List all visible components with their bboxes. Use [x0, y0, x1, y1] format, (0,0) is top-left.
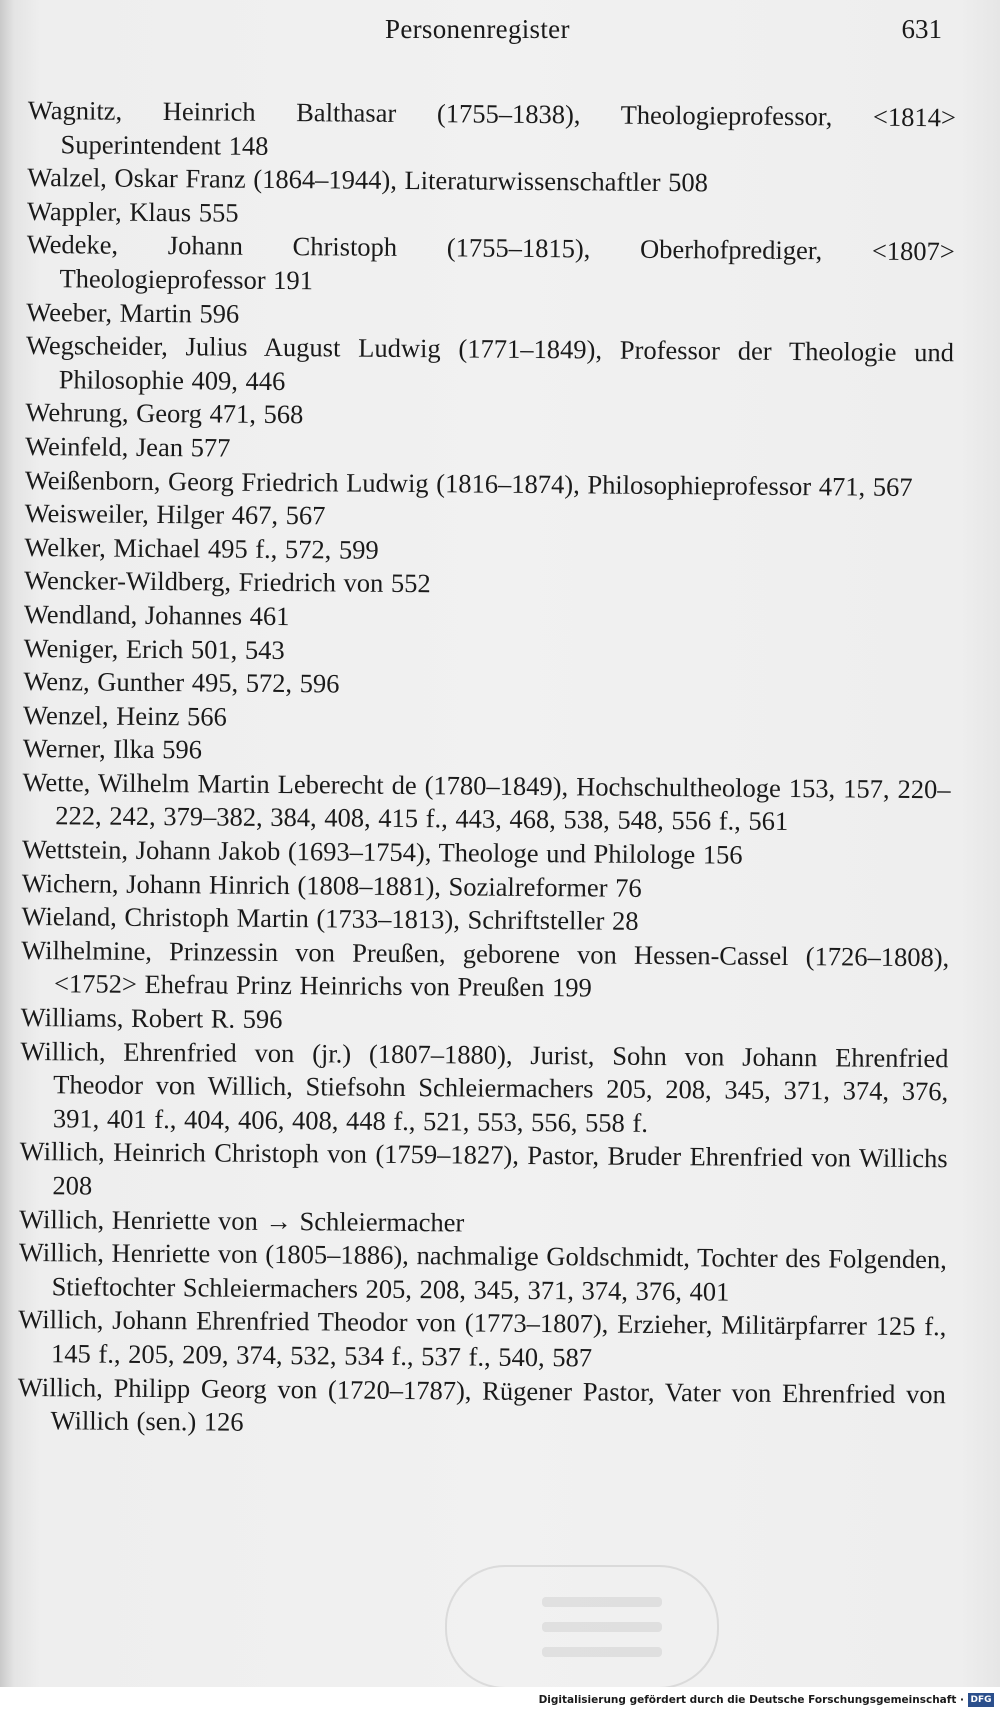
- register-entry: Welker, Michael 495 f., 572, 599: [24, 531, 379, 565]
- register-entry: Willich, Ehrenfried von (jr.) (1807–1880), Jurist, Sohn von Johann Ehrenfried Theodor von Willich, Stiefsohn Schleiermachers 205, 208, 345, 371, 374, 376, 391, 401 f., 404, 406, 408, 448 f., 521, 553, 556, 558 f.: [20, 1035, 949, 1138]
- register-entry: Weisweiler, Hilger 467, 567: [24, 498, 326, 531]
- register-entry: Willich, Johann Ehrenfried Theodor von (1773–1807), Erzieher, Militärpfarrer 125 f., 145 f., 205, 209, 374, 532, 534 f., 537 f., 540, 587: [18, 1304, 947, 1373]
- running-title: Personenregister: [385, 14, 570, 44]
- register-entry: Willich, Philipp Georg von (1720–1787), Rügener Pastor, Vater von Ehrenfried von Willich (sen.) 126: [17, 1371, 946, 1437]
- register-entry: Wencker-Wildberg, Friedrich von 552: [24, 565, 431, 599]
- register-entry: Wette, Wilhelm Martin Leberecht de (1780–1849), Hochschultheologe 153, 157, 220–222, 242, 379–382, 384, 408, 415 f., 443, 468, 538, 548, 556 f., 561: [22, 766, 951, 837]
- register-entry: Walzel, Oskar Franz (1864–1944), Literaturwissenschaftler 508: [27, 162, 709, 198]
- library-stamp-watermark: [445, 1565, 719, 1689]
- register-entry: Wagnitz, Heinrich Balthasar (1755–1838), Theologieprofessor, <1814> Superintendent 148: [27, 94, 956, 161]
- register-entry: Wilhelmine, Prinzessin von Preußen, geborene von Hessen-Cassel (1726–1808), <1752> Ehefrau Prinz Heinrichs von Preußen 199: [21, 934, 950, 1003]
- register-entry: Weißenborn, Georg Friedrich Ludwig (1816–1874), Philosophieprofessor 471, 567: [24, 464, 913, 502]
- stamp-line: [542, 1622, 662, 1632]
- running-head: [0, 14, 1000, 54]
- funding-credit: Digitalisierung gefördert durch die Deutsche Forschungsgemeinschaft ·: [538, 1694, 964, 1706]
- dfg-logo: DFG: [968, 1693, 994, 1707]
- register-entry: Wenzel, Heinz 566: [23, 699, 227, 732]
- register-entry: Wenz, Gunther 495, 572, 596: [23, 666, 340, 699]
- digitization-footer: [0, 1687, 1000, 1711]
- register-entry: Willich, Heinrich Christoph von (1759–1827), Pastor, Bruder Ehrenfried von Willichs 208: [19, 1136, 948, 1201]
- register-entry: Wieland, Christoph Martin (1733–1813), Schriftsteller 28: [21, 901, 639, 937]
- register-entry: Wettstein, Johann Jakob (1693–1754), Theologe und Philologe 156: [21, 834, 743, 870]
- register-entry: Wendland, Johannes 461: [23, 598, 290, 631]
- register-entry: Williams, Robert R. 596: [20, 1002, 283, 1035]
- register-entry: Wedeke, Johann Christoph (1755–1815), Oberhofprediger, <1807> Theologieprofessor 191: [26, 229, 955, 296]
- person-register-list: [17, 94, 956, 1445]
- stamp-line: [542, 1647, 662, 1657]
- register-entry: Weeber, Martin 596: [26, 296, 240, 329]
- register-entry: Wegscheider, Julius August Ludwig (1771–1849), Professor der Theologie und Philosophie 409, 446: [25, 330, 955, 396]
- register-entry: Wehrung, Georg 471, 568: [25, 397, 304, 430]
- register-entry: Werner, Ilka 596: [22, 733, 203, 765]
- register-entry: Wappler, Klaus 555: [26, 195, 239, 228]
- register-entry: Willich, Henriette von → Schleiermacher: [19, 1203, 465, 1238]
- register-entry: Weniger, Erich 501, 543: [23, 632, 285, 665]
- register-entry: Willich, Henriette von (1805–1886), nachmalige Goldschmidt, Tochter des Folgenden, Stieftochter Schleiermachers 205, 208, 345, 371, 374, 376, 401: [18, 1237, 947, 1307]
- stamp-line: [542, 1597, 662, 1607]
- register-entry: Weinfeld, Jean 577: [25, 430, 231, 463]
- page-number: 631: [901, 14, 942, 44]
- register-entry: Wichern, Johann Hinrich (1808–1881), Sozialreformer 76: [21, 867, 642, 903]
